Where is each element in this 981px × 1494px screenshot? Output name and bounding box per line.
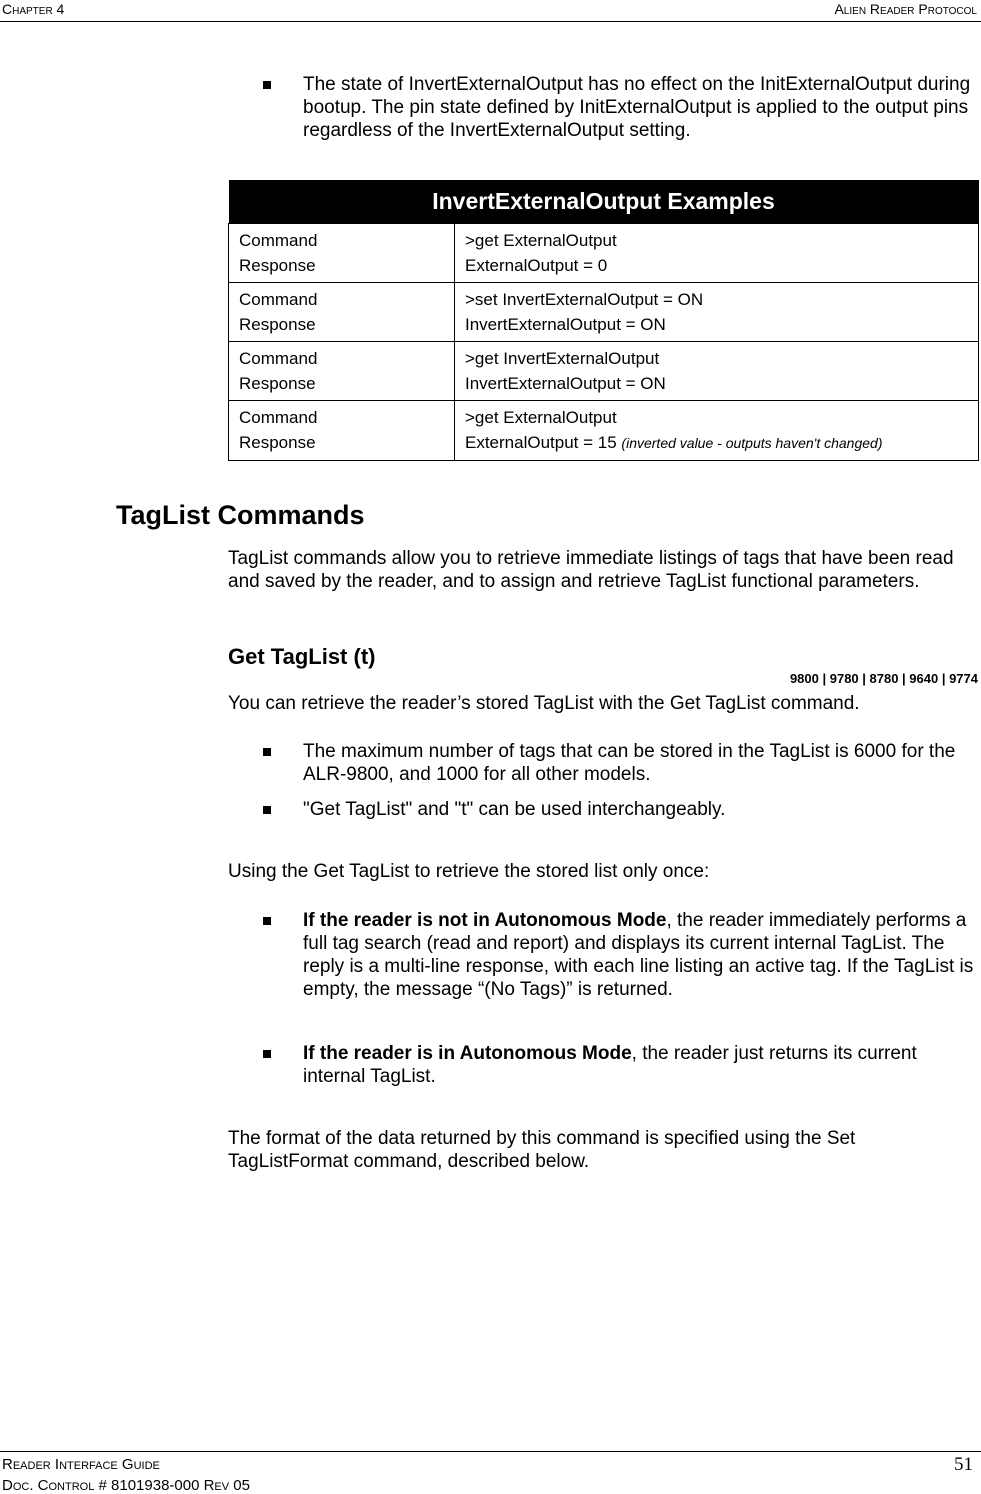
supported-models: 9800 | 9780 | 8780 | 9640 | 9774 (789, 671, 978, 686)
usage-intro: Using the Get TagList to retrieve the stored list only once: (228, 861, 710, 882)
response-text: ExternalOutput = 15 (465, 433, 617, 452)
table-row (229, 224, 979, 283)
row-label: Response (239, 433, 316, 452)
square-bullet-icon (263, 81, 271, 89)
response-note: (inverted value - outputs haven't changed) (621, 435, 883, 451)
bullet-item: "Get TagList" and "t" can be used interchangeably. (303, 798, 975, 821)
bullet-item: If the reader is in Autonomous Mode, the reader just returns its current internal TagList. (303, 1042, 975, 1088)
guide-title: Reader Interface Guide (2, 1456, 160, 1473)
table-row (229, 401, 979, 461)
square-bullet-icon (263, 917, 271, 925)
subsection-title: Get TagList (t) (228, 644, 376, 669)
table-title: InvertExternalOutput Examples (229, 180, 979, 224)
command-text: >get InvertExternalOutput (465, 349, 660, 368)
row-label: Command (239, 349, 318, 368)
page-number: 51 (954, 1454, 973, 1475)
subsection-intro: You can retrieve the reader’s stored TagList with the Get TagList command. (228, 693, 860, 714)
row-label: Response (239, 315, 316, 334)
row-label: Response (239, 374, 316, 393)
page-footer (0, 1451, 981, 1494)
table-row (229, 283, 979, 342)
command-text: >get ExternalOutput (465, 408, 617, 427)
chapter-label: Chapter 4 (2, 1, 65, 17)
bullet-item: If the reader is not in Autonomous Mode, the reader immediately performs a full tag search (read and report) and displays its current internal TagList. The reply is a multi-line response, with each line listing an active tag. If the TagList is empty, the message “(No Tags)” is returned. (303, 909, 975, 1001)
command-text: >get ExternalOutput (465, 231, 617, 250)
square-bullet-icon (263, 806, 271, 814)
response-text: ExternalOutput = 0 (465, 256, 608, 275)
row-label: Response (239, 256, 316, 275)
examples-table (228, 180, 979, 461)
command-text: >set InvertExternalOutput = ON (465, 290, 704, 309)
square-bullet-icon (263, 1050, 271, 1058)
page-header (0, 0, 981, 22)
doc-control: Doc. Control # 8101938-000 Rev 05 (2, 1477, 250, 1494)
section-title: TagList Commands (116, 500, 365, 530)
row-label: Command (239, 290, 318, 309)
row-label: Command (239, 231, 318, 250)
table-row (229, 342, 979, 401)
bullet-item: The maximum number of tags that can be stored in the TagList is 6000 for the ALR-9800, and 1000 for all other models. (303, 740, 975, 786)
response-text: InvertExternalOutput = ON (465, 315, 666, 334)
format-note: The format of the data returned by this command is specified using the Set TagListFormat command, described below. (228, 1128, 856, 1172)
square-bullet-icon (263, 748, 271, 756)
bullet-item: The state of InvertExternalOutput has no effect on the InitExternalOutput during bootup. The pin state defined by InitExternalOutput is applied to the output pins regardless of the InvertExternalOutput setting. (303, 73, 975, 142)
section-intro: TagList commands allow you to retrieve immediate listings of tags that have been read and saved by the reader, and to assign and retrieve TagList functional parameters. (228, 548, 954, 592)
row-label: Command (239, 408, 318, 427)
response-text: InvertExternalOutput = ON (465, 374, 666, 393)
running-title: Alien Reader Protocol (834, 1, 977, 17)
